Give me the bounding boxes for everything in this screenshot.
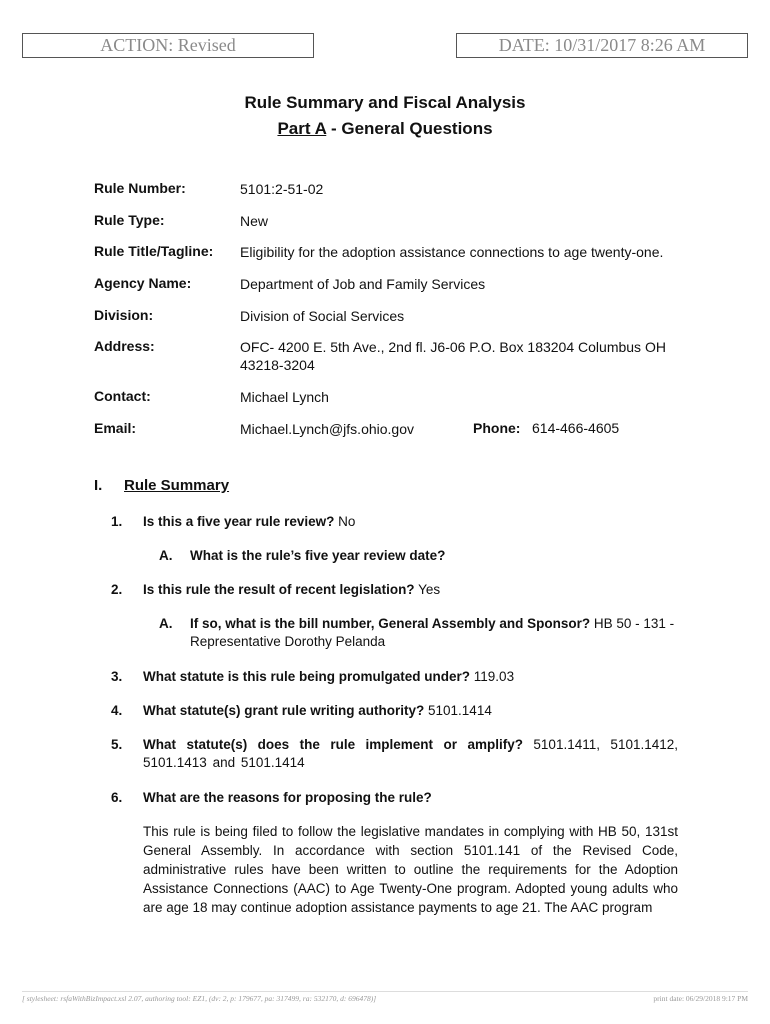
address-label: Address: — [94, 338, 155, 354]
document-subtitle — [0, 119, 770, 139]
question-3-number: 3. — [111, 669, 123, 684]
rule-number-label: Rule Number: — [94, 180, 186, 196]
phone-label: Phone: — [473, 420, 521, 436]
email-label: Email: — [94, 420, 137, 436]
contact-label: Contact: — [94, 388, 151, 404]
address-value: OFC- 4200 E. 5th Ave., 2nd fl. J6-06 P.O. Box 183204 Columbus OH 43218-3204 — [240, 339, 666, 373]
question-2-answer: Yes — [414, 582, 441, 597]
question-2a-answer: HB 50 - 131 - Representative Dorothy Pelanda — [190, 616, 675, 649]
question-1-number: 1. — [111, 514, 123, 529]
date-box: DATE: 10/31/2017 8:26 AM — [456, 33, 748, 58]
footer-divider — [22, 991, 748, 992]
question-2a-number: A. — [159, 616, 173, 631]
rule-type-label: Rule Type: — [94, 212, 165, 228]
question-2-number: 2. — [111, 582, 123, 597]
question-4-text: What statute(s) grant rule writing authority? — [143, 703, 425, 718]
rule-title-label: Rule Title/Tagline: — [94, 243, 214, 259]
question-1a-text: What is the rule’s five year review date? — [190, 548, 446, 563]
question-5-answer: 5101.1411, 5101.1412, 5101.1413 and 5101.1414 — [143, 737, 679, 770]
phone-value: 614-466-4605 — [532, 420, 620, 436]
action-status-box: ACTION: Revised — [22, 33, 314, 58]
question-1-text: Is this a five year rule review? — [143, 514, 335, 529]
agency-value: Department of Job and Family Services — [240, 276, 486, 292]
rule-title-value: Eligibility for the adoption assistance connections to age twenty-one. — [240, 244, 664, 260]
division-label: Division: — [94, 307, 154, 323]
agency-label: Agency Name: — [94, 275, 192, 291]
footer-print-date: print date: 06/29/2018 9:17 PM — [653, 994, 748, 1003]
question-6-number: 6. — [111, 790, 123, 805]
section-title: Rule Summary — [124, 477, 230, 494]
contact-value: Michael Lynch — [240, 389, 329, 405]
email-value: Michael.Lynch@jfs.ohio.gov — [240, 421, 415, 437]
section-number: I. — [94, 477, 103, 494]
question-2a-text: If so, what is the bill number, General Assembly and Sponsor? — [190, 616, 591, 631]
document-title: Rule Summary and Fiscal Analysis — [244, 93, 526, 112]
question-5-number: 5. — [111, 737, 123, 752]
question-4-number: 4. — [111, 703, 123, 718]
rule-number-value: 5101:2-51-02 — [240, 181, 324, 197]
part-rest: - General Questions — [326, 119, 493, 138]
footer-stylesheet-info: [ stylesheet: rsfaWithBizImpact.xsl 2.07, authoring tool: EZ1, (dv: 2, p: 179677, pa: 317499, ra: 532170, d: 696478)] — [22, 994, 377, 1003]
question-3-answer: 119.03 — [470, 669, 515, 684]
part-label: Part A — [277, 119, 327, 138]
division-value: Division of Social Services — [240, 308, 405, 324]
rule-type-value: New — [240, 213, 269, 229]
question-2-text: Is this rule the result of recent legislation? — [143, 582, 415, 597]
reasons-paragraph: This rule is being filed to follow the legislative mandates in complying with HB 50, 131st General Assembly. In accordance with section 5101.141 of the Revised Code, administrative rules have been written to outline the requirements for the Adoption Assistance Connections (AAC) to Age Twenty-One program. Adopted young adults who are age 18 may continue adoption assistance payments to age 21. The AAC program — [143, 824, 678, 915]
question-4-answer: 5101.1414 — [424, 703, 492, 718]
question-1-answer: No — [334, 514, 356, 529]
question-6-text: What are the reasons for proposing the rule? — [143, 790, 432, 805]
question-1a-number: A. — [159, 548, 173, 563]
question-3-text: What statute is this rule being promulgated under? — [143, 669, 471, 684]
question-5-text: What statute(s) does the rule implement or amplify? — [143, 737, 523, 752]
